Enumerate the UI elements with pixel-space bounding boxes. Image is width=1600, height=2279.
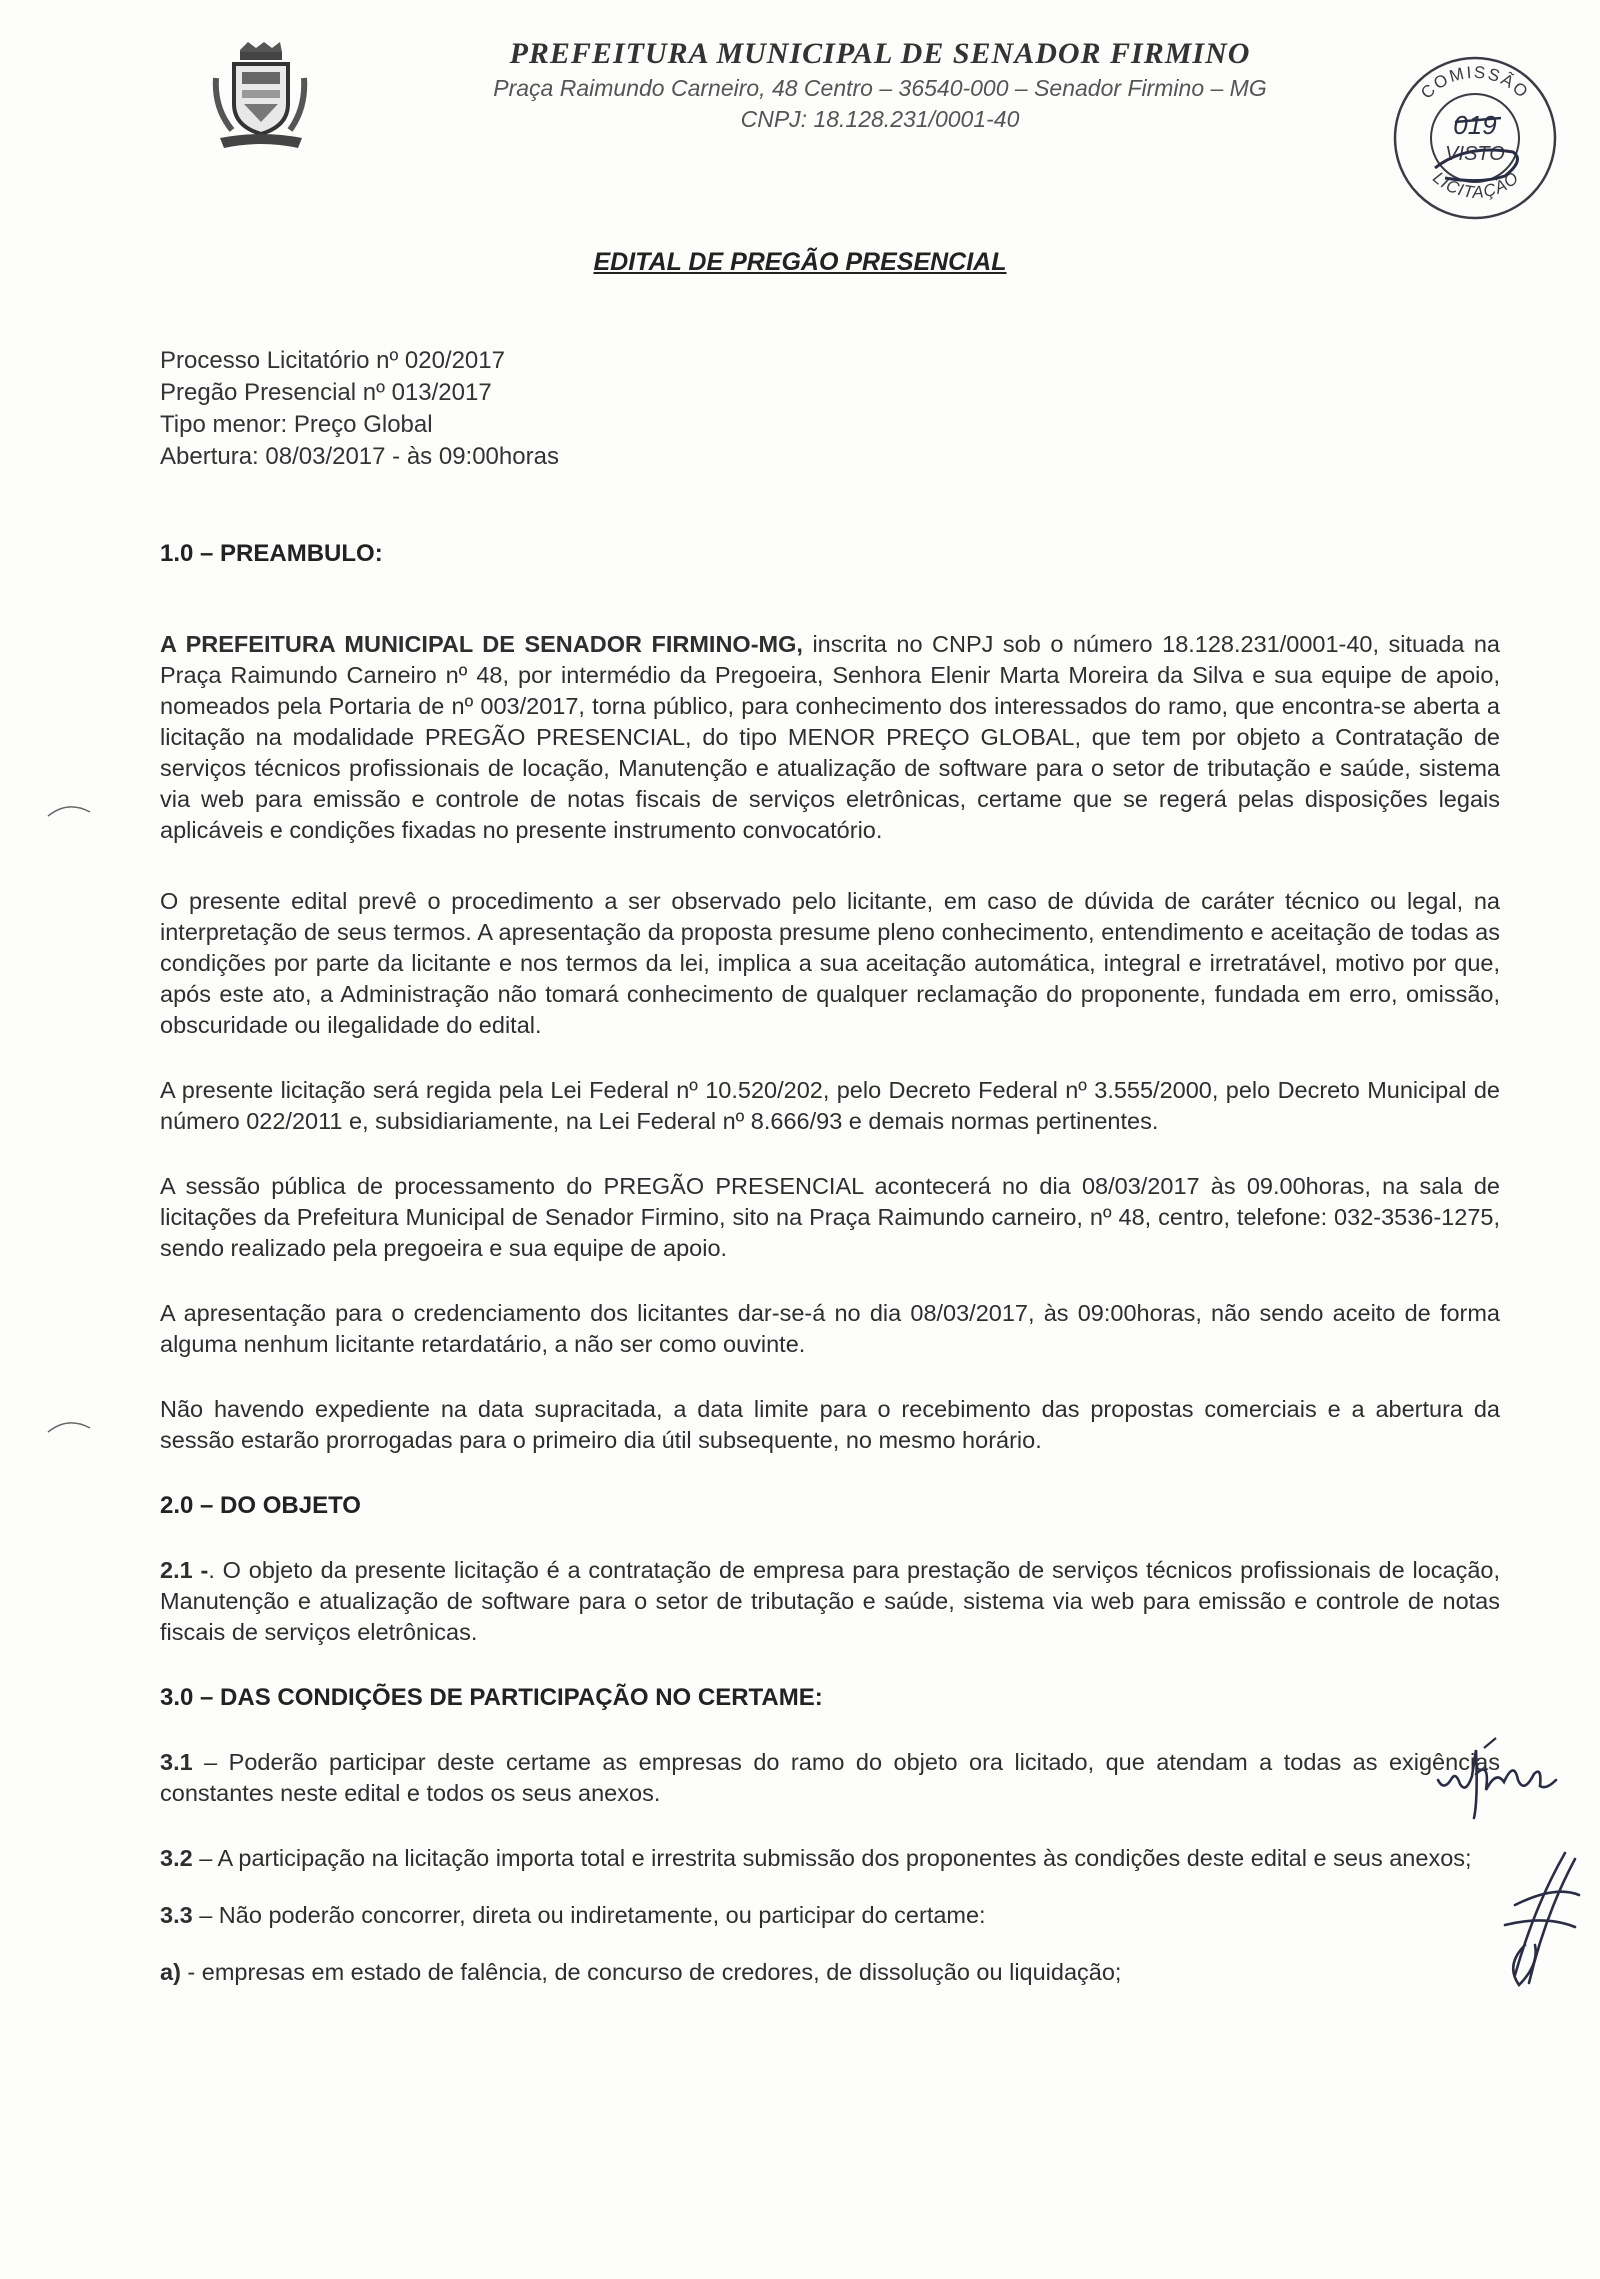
item-3-2-number: 3.2 [160, 1845, 193, 1871]
item-a [160, 1957, 1500, 1988]
letterhead [380, 35, 1380, 135]
municipality-name: PREFEITURA MUNICIPAL DE SENADOR FIRMINO [509, 37, 1251, 70]
item-3-3 [160, 1900, 1500, 1931]
commission-stamp [1385, 48, 1565, 228]
item-2-1-text: . O objeto da presente licitação é a contratação de empresa para prestação de serviços técnicos profissionais de locação, Manutenção e atualização de software para o setor de tributação e saúde, sistema via web para emissão e controle de notas fiscais de serviços eletrônicas. [160, 1557, 1500, 1645]
signature-scribble [1495, 1845, 1585, 1995]
document-body [160, 538, 1500, 1988]
law-paragraph: A presente licitação será regida pela Lei Federal nº 10.520/202, pelo Decreto Federal nº 3.555/2000, pelo Decreto Municipal de número 022/2011 e, subsidiariamente, na Lei Federal nº 8.666/93 e demais normas pertinentes. [160, 1077, 1500, 1134]
item-3-2-text: – A participação na licitação importa total e irrestrita submissão dos proponentes às condições deste edital e seus anexos; [192, 1845, 1472, 1871]
session-paragraph: A sessão pública de processamento do PREGÃO PRESENCIAL acontecerá no dia 08/03/2017 às 09.00horas, na sala de licitações da Prefeitura Municipal de Senador Firmino, sito na Praça Raimundo carneiro, nº 48, centro, telefone: 032-3536-1275, sendo realizado pela pregoeira e sua equipe de apoio. [160, 1173, 1500, 1261]
no-business-day-paragraph: Não havendo expediente na data supracitada, a data limite para o recebimento das propostas comerciais e a abertura da sessão estarão prorrogadas para o primeiro dia útil subsequente, no mesmo horário. [160, 1396, 1500, 1453]
signature-initials [1430, 1730, 1560, 1820]
item-a-number: a) [160, 1959, 181, 1985]
stamp-bottom-text: LICITAÇÃO [1429, 167, 1523, 202]
stamp-number: 019 [1453, 110, 1497, 140]
municipality-cnpj: CNPJ: 18.128.231/0001-40 [740, 106, 1020, 132]
preamble-lead: A PREFEITURA MUNICIPAL DE SENADOR FIRMINO-MG, [160, 631, 803, 657]
preamble-text: inscrita no CNPJ sob o número 18.128.231/0001-40, situada na Praça Raimundo Carneiro nº 48, por intermédio da Pregoeira, Senhora Elenir Marta Moreira da Silva e sua equipe de apoio, nomeados pela Portaria de nº 003/2017, torna público, para conhecimento dos interessados do ramo, que encontra-se aberta a licitação na modalidade PREGÃO PRESENCIAL, do tipo MENOR PREÇO GLOBAL, que tem por objeto a Contratação de serviços técnicos profissionais de locação, Manutenção e atualização de software para o setor de tributação e saúde, sistema via web para emissão e controle de notas fiscais de serviços eletrônicas, certame que se regerá pelas disposições legais aplicáveis e condições fixadas no presente instrumento convocatório. [160, 631, 1500, 843]
item-a-text: - empresas em estado de falência, de concurso de credores, de dissolução ou liquidação; [180, 1959, 1122, 1985]
stamp-top-text: COMISSÃO [1417, 62, 1533, 103]
preamble-heading: 1.0 – PREAMBULO: [160, 540, 383, 567]
item-3-3-text: – Não poderão concorrer, direta ou indiretamente, ou participar do certame: [192, 1902, 986, 1928]
preamble-paragraph [160, 629, 1500, 846]
process-number: Processo Licitatório nº 020/2017 [160, 347, 505, 374]
municipal-crest-icon [210, 38, 310, 158]
document-title: EDITAL DE PREGÃO PRESENCIAL [593, 248, 1007, 276]
opening-date: Abertura: 08/03/2017 - às 09:00horas [160, 443, 559, 470]
municipality-address: Praça Raimundo Carneiro, 48 Centro – 36540-000 – Senador Firmino – MG [493, 75, 1267, 101]
item-2-1-number: 2.1 - [160, 1557, 209, 1583]
object-heading: 2.0 – DO OBJETO [160, 1492, 361, 1519]
item-3-1-number: 3.1 [160, 1749, 193, 1775]
item-3-2 [160, 1843, 1500, 1874]
edital-paragraph: O presente edital prevê o procedimento a ser observado pelo licitante, em caso de dúvida de caráter técnico ou legal, na interpretação de seus termos. A apresentação da proposta presume pleno conhecimento, entendimento e aceitação de todas as condições por parte da licitante e nos termos da lei, implica a sua aceitação automática, integral e irretratável, motivo por que, após este ato, a Administração não tomará conhecimento de qualquer reclamação do proponente, fundada em erro, omissão, obscuridade ou ilegalidade do edital. [160, 888, 1500, 1038]
process-info [160, 345, 559, 473]
auction-number: Pregão Presencial nº 013/2017 [160, 379, 492, 406]
stamp-middle-text: VISTO [1445, 143, 1505, 165]
item-2-1 [160, 1555, 1500, 1648]
item-3-3-number: 3.3 [160, 1902, 193, 1928]
accreditation-paragraph: A apresentação para o credenciamento dos licitantes dar-se-á no dia 08/03/2017, às 09:00horas, não sendo aceito de forma alguma nenhum licitante retardatário, a não ser como ouvinte. [160, 1300, 1500, 1357]
auction-type: Tipo menor: Preço Global [160, 411, 433, 438]
participation-heading: 3.0 – DAS CONDIÇÕES DE PARTICIPAÇÃO NO CERTAME: [160, 1684, 823, 1711]
item-3-1-text: – Poderão participar deste certame as empresas do ramo do objeto ora licitado, que atendam a todas as exigências constantes neste edital e todos os seus anexos. [160, 1749, 1500, 1806]
margin-mark [44, 800, 94, 820]
item-3-1 [160, 1747, 1500, 1809]
margin-mark [44, 1416, 94, 1436]
